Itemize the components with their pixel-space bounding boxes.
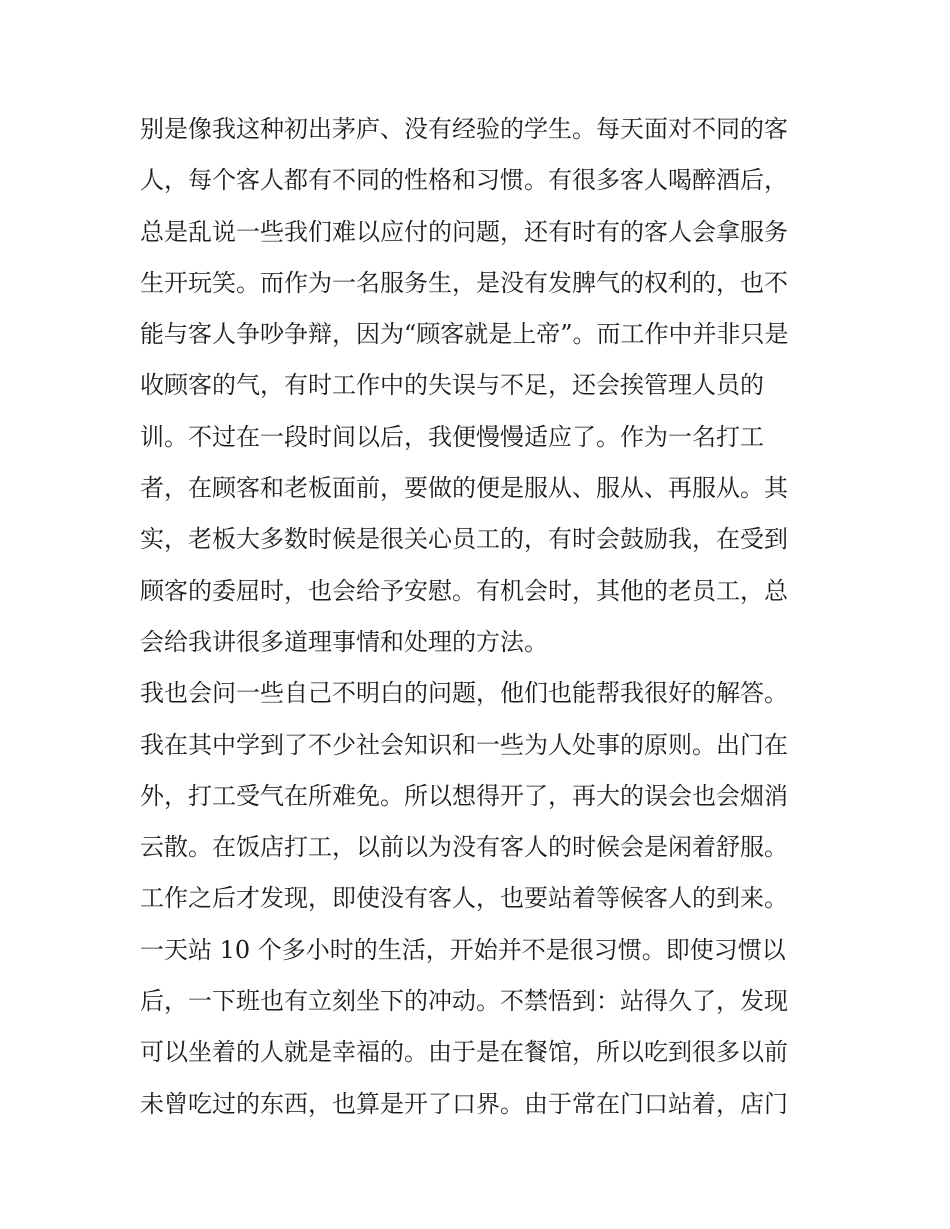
text-line: 后，一下班也有立刻坐下的冲动。不禁悟到：站得久了，发现 xyxy=(140,987,788,1016)
text-line: 能与客人争吵争辩，因为“顾客就是上帝”。而工作中并非只是 xyxy=(140,320,789,349)
body-text xyxy=(140,104,820,1130)
text-line: 别是像我这种初出茅庐、没有经验的学生。每天面对不同的客 xyxy=(140,115,788,143)
text-line: 会给我讲很多道理事情和处理的方法。 xyxy=(140,627,548,656)
text-line: 人，每个客人都有不同的性格和习惯。有很多客人喝醉酒后， xyxy=(140,166,788,195)
text-line: 训。不过在一段时间以后，我便慢慢适应了。作为一名打工 xyxy=(140,422,764,451)
text-line: 收顾客的气，有时工作中的失误与不足，还会挨管理人员的 xyxy=(140,371,764,400)
text-line: 生开玩笑。而作为一名服务生，是没有发脾气的权利的，也不 xyxy=(140,268,788,297)
text-line: 工作之后才发现，即使没有客人，也要站着等候客人的到来。 xyxy=(140,884,788,913)
text-line: 我也会问一些自己不明白的问题，他们也能帮我很好的解答。 xyxy=(140,679,788,708)
text-line: 我在其中学到了不少社会知识和一些为人处事的原则。出门在 xyxy=(140,730,788,759)
text-line: 实，老板大多数时候是很关心员工的，有时会鼓励我，在受到 xyxy=(140,525,788,554)
text-line: 可以坐着的人就是幸福的。由于是在餐馆，所以吃到很多以前 xyxy=(140,1038,788,1067)
text-line: 一天站 10 个多小时的生活，开始并不是很习惯。即使习惯以 xyxy=(140,935,786,964)
text-line: 顾客的委屈时，也会给予安慰。有机会时，其他的老员工，总 xyxy=(140,576,788,605)
text-line: 未曾吃过的东西，也算是开了口界。由于常在门口站着，店门 xyxy=(140,1089,788,1118)
text-line: 外，打工受气在所难免。所以想得开了，再大的误会也会烟消 xyxy=(140,781,788,810)
text-line: 总是乱说一些我们难以应付的问题，还有时有的客人会拿服务 xyxy=(140,217,788,246)
text-line: 云散。在饭店打工，以前以为没有客人的时候会是闲着舒服。 xyxy=(140,833,788,862)
text-line: 者，在顾客和老板面前，要做的便是服从、服从、再服从。其 xyxy=(140,474,788,503)
